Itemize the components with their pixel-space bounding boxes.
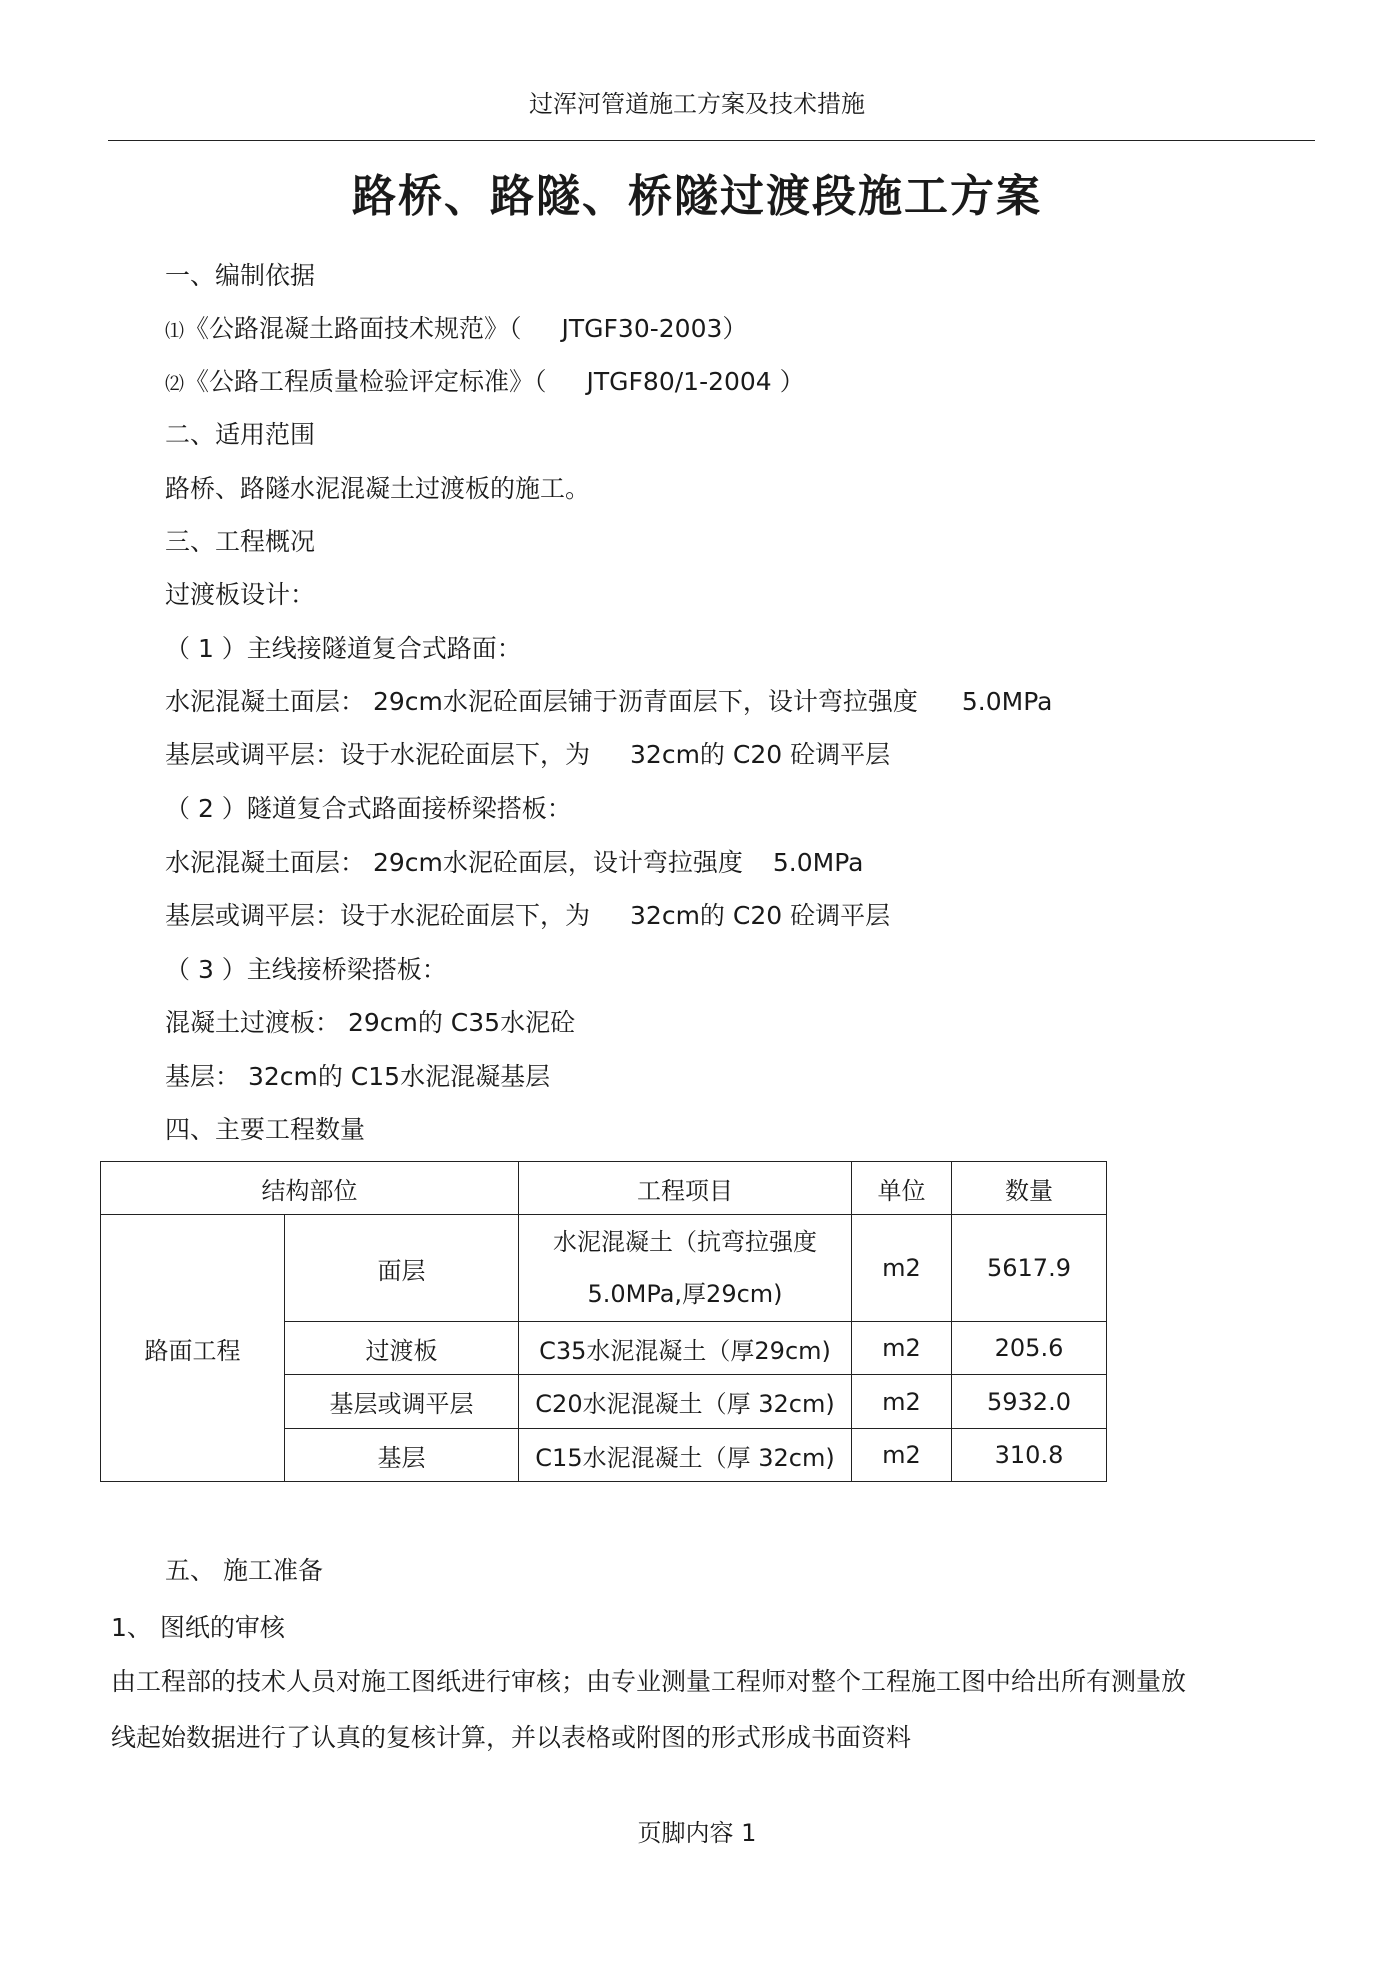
item-3-slab: 混凝土过渡板： 29cm的 C35水泥砼 [165,1008,576,1037]
cell-item: C15水泥混凝土（厚 32cm) [519,1429,852,1482]
reference-1-code: JTGF30-2003） [561,314,748,343]
paragraph-line-2: 线起始数据进行了认真的复核计算，并以表格或附图的形式形成书面资料 [111,1723,912,1752]
cell-item: C35水泥混凝土（厚29cm) [519,1322,852,1375]
item-2-heading: （ 2 ）隧道复合式路面接桥梁搭板： [165,794,572,823]
section-heading-overview: 三、工程概况 [165,527,316,556]
item-2-base-text: 基层或调平层：设于水泥砼面层下，为 [165,901,591,930]
cell-quantity: 5932.0 [952,1375,1107,1429]
table-row [101,1215,1107,1322]
reference-1-title: 《公路混凝土路面技术规范》（ [184,314,522,343]
design-label: 过渡板设计： [165,580,316,609]
item-3-base: 基层： 32cm的 C15水泥混凝基层 [165,1062,551,1091]
cell-part: 基层 [285,1429,519,1482]
page-footer: 页脚内容 1 [637,1819,757,1847]
item-2-surface-strength: 5.0MPa [772,848,864,877]
item-1-surface-strength: 5.0MPa [961,687,1053,716]
item-2-surface-text: 水泥混凝土面层： 29cm水泥砼面层，设计弯拉强度 [165,848,743,877]
cell-part: 基层或调平层 [285,1375,519,1429]
reference-1 [165,309,747,345]
reference-2-number: ⑵ [165,373,185,395]
subheading-drawing-review: 1、 图纸的审核 [111,1613,285,1642]
header-structure-part: 结构部位 [101,1162,519,1215]
paragraph-line-1: 由工程部的技术人员对施工图纸进行审核；由专业测量工程师对整个工程施工图中给出所有测量放 [111,1667,1187,1696]
item-2-base [165,896,890,932]
quantity-table [100,1161,1107,1482]
item-1-base-spec: 32cm的 C20 砼调平层 [630,740,891,769]
cell-unit: m2 [852,1429,952,1482]
table-header-row [101,1162,1107,1215]
cell-part: 过渡板 [285,1322,519,1375]
item-1-surface-text: 水泥混凝土面层： 29cm水泥砼面层铺于沥青面层下，设计弯拉强度 [165,687,918,716]
reference-2-title: 《公路工程质量检验评定标准》（ [184,367,547,396]
cell-quantity: 310.8 [952,1429,1107,1482]
running-header: 过浑河管道施工方案及技术措施 [529,90,865,118]
group-road-surface: 路面工程 [101,1215,285,1482]
reference-1-number: ⑴ [165,320,185,342]
header-quantity: 数量 [952,1162,1107,1215]
cell-item [519,1215,852,1322]
item-1-base [165,735,890,771]
section-heading-basis: 一、编制依据 [165,261,316,290]
cell-unit: m2 [852,1375,952,1429]
header-work-item: 工程项目 [519,1162,852,1215]
reference-2 [165,362,805,398]
item-1-base-text: 基层或调平层：设于水泥砼面层下，为 [165,740,591,769]
item-2-base-spec: 32cm的 C20 砼调平层 [630,901,891,930]
cell-quantity: 5617.9 [952,1215,1107,1322]
section-heading-scope: 二、适用范围 [165,420,316,449]
header-rule [108,140,1315,141]
cell-unit: m2 [852,1322,952,1375]
cell-item-line-1: 水泥混凝土（抗弯拉强度 [553,1228,817,1256]
item-3-heading: （ 3 ）主线接桥梁搭板： [165,955,447,984]
item-2-surface [165,843,863,879]
reference-2-code: JTGF80/1-2004 ） [586,367,805,396]
header-unit: 单位 [852,1162,952,1215]
scope-text: 路桥、路隧水泥混凝土过渡板的施工。 [165,474,591,503]
section-heading-preparation: 五、 施工准备 [165,1556,323,1585]
cell-item: C20水泥混凝土（厚 32cm) [519,1375,852,1429]
cell-unit: m2 [852,1215,952,1322]
section-heading-quantities: 四、主要工程数量 [165,1115,366,1144]
item-1-heading: （ 1 ）主线接隧道复合式路面： [165,634,522,663]
cell-quantity: 205.6 [952,1322,1107,1375]
cell-part: 面层 [285,1215,519,1322]
item-1-surface [165,682,1052,718]
document-title: 路桥、路隧、桥隧过渡段施工方案 [352,171,1042,222]
cell-item-line-2: 5.0MPa,厚29cm) [587,1280,783,1308]
